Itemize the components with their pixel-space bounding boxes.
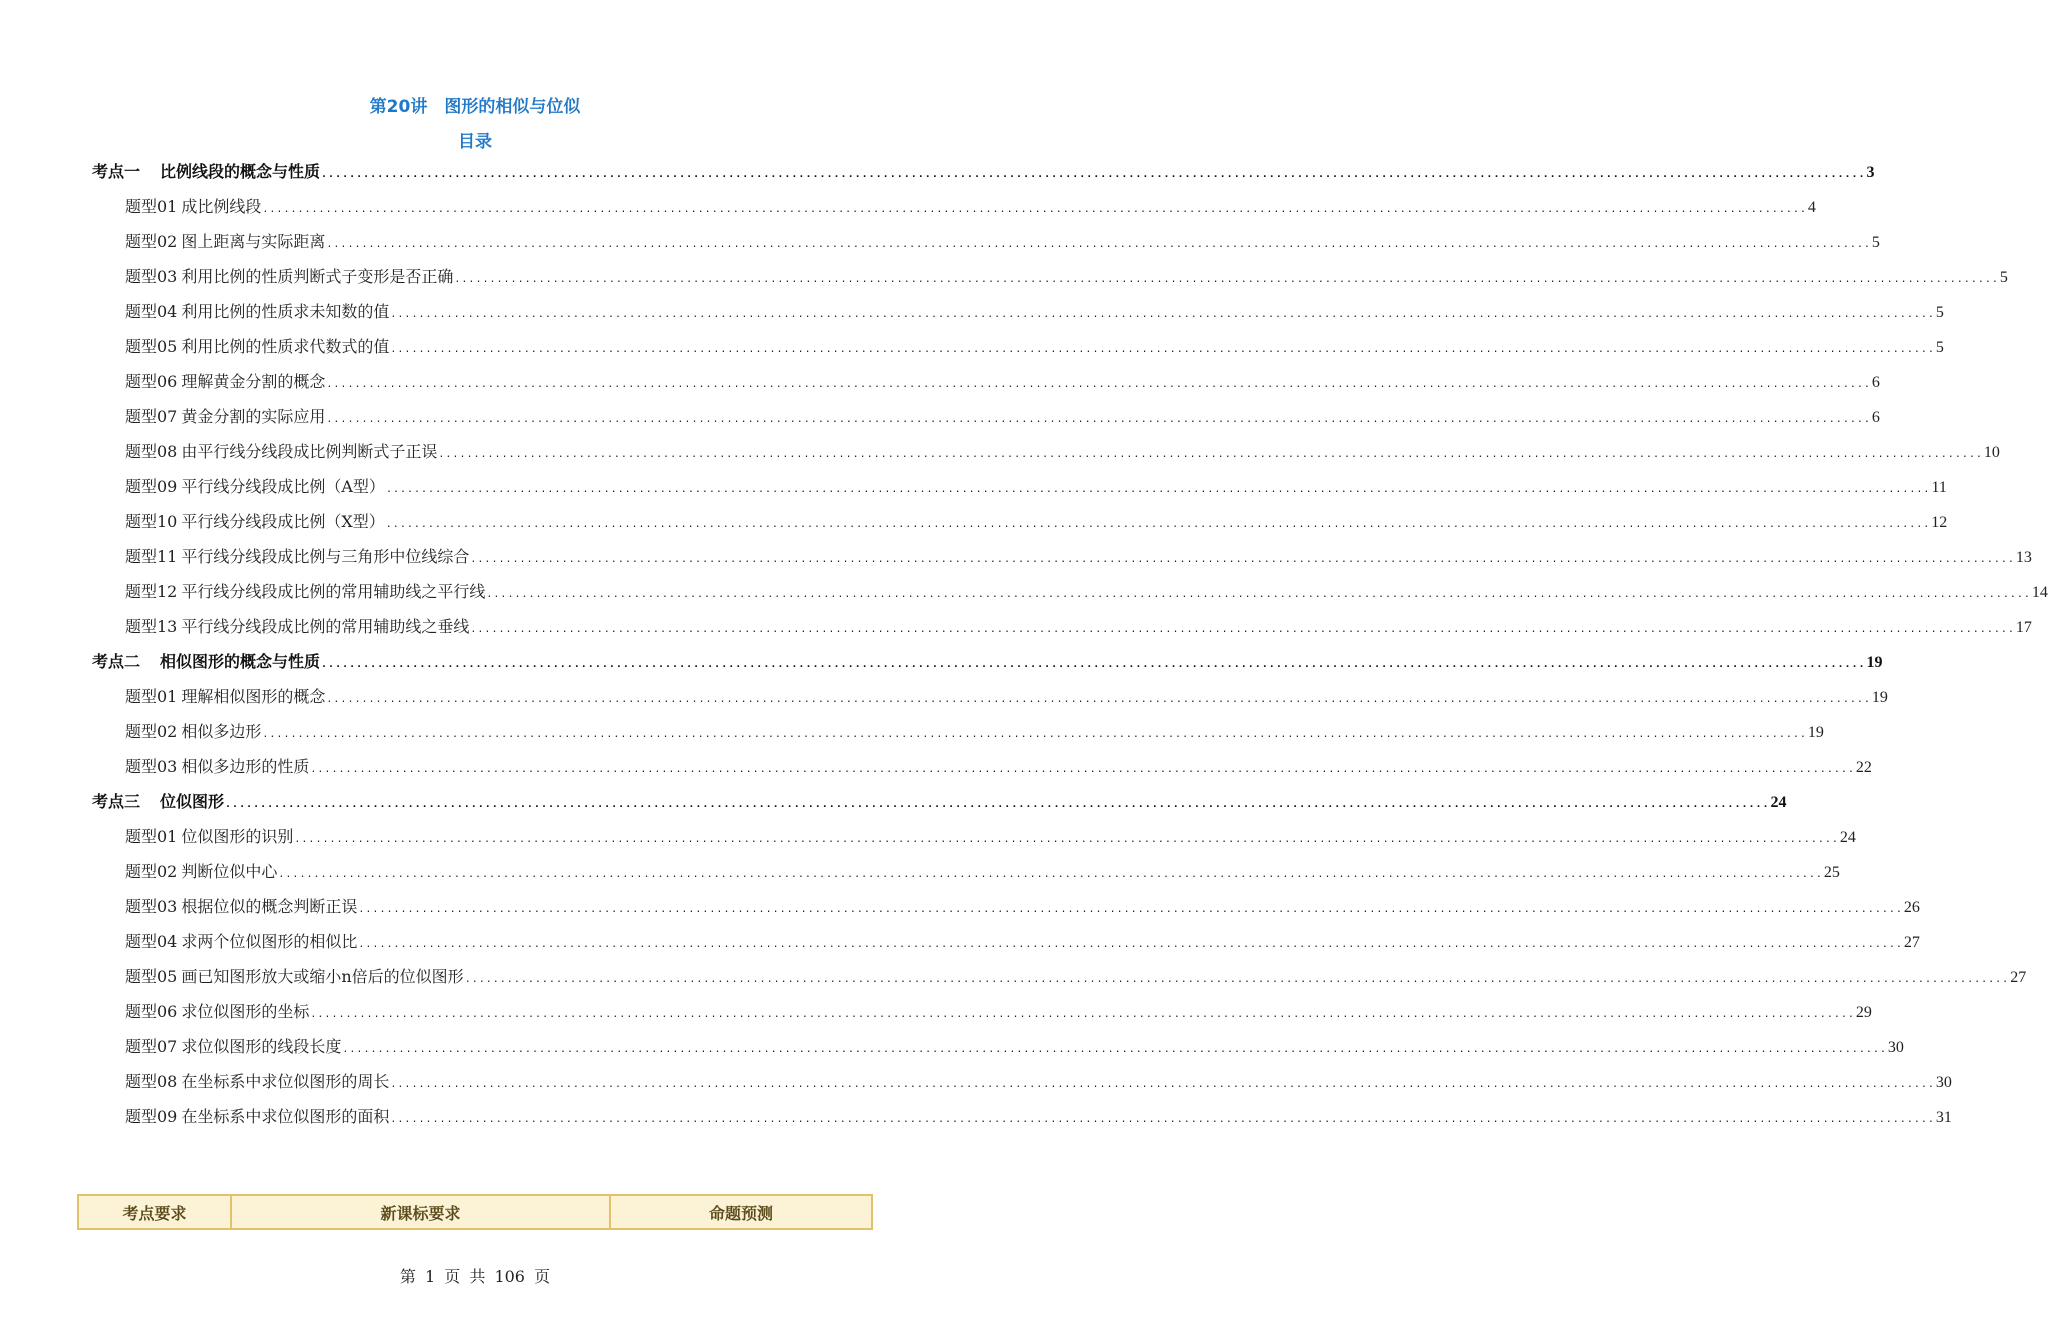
toc-page-number: 6 [1871,374,1880,391]
toc-page-number: 25 [1823,864,1840,881]
toc-entry-number: 考点三 [92,792,141,811]
toc-page-number: 24 [1839,829,1856,846]
toc-leader-dots: ............................................................................................................................................................................................................................ [385,519,1931,530]
toc-entry-label [125,364,325,399]
toc-subentry[interactable] [125,294,1944,329]
toc-entry-label [125,189,261,224]
toc-entry-label [125,399,325,434]
toc-leader-dots: ............................................................................................................................................................................................................................ [385,484,1931,495]
toc-entry-title: 利用比例的性质求代数式的值 [181,337,390,356]
toc-leader-dots: ............................................................................................................................................................................................................................ [326,379,1871,390]
toc-entry-number: 题型10 [125,512,178,531]
toc-page-number: 19 [1866,654,1883,671]
toc-page-number: 30 [1935,1074,1952,1091]
toc-leader-dots: ............................................................................................................................................................................................................................ [390,309,1935,320]
toc-entry-label [125,504,385,539]
toc-entry-number: 题型03 [125,757,178,776]
toc-subentry[interactable] [125,469,1947,504]
toc-leader-dots: ............................................................................................................................................................................................................................ [326,694,1871,705]
toc-entry-title: 求两个位似图形的相似比 [181,932,358,951]
toc-entry-label [125,259,453,294]
toc-entry-title: 位似图形的识别 [181,827,294,846]
toc-subentry[interactable] [125,924,1920,959]
toc-leader-dots: ............................................................................................................................................................................................................................ [294,834,1839,845]
toc-section-entry[interactable] [92,154,1875,189]
toc-page-number: 4 [1807,199,1816,216]
toc-entry-label [125,679,325,714]
toc-subentry[interactable] [125,224,1880,259]
toc-leader-dots: ............................................................................................................................................................................................................................ [390,1079,1935,1090]
toc-entry-number: 题型11 [125,547,178,566]
toc-subentry[interactable] [125,854,1840,889]
toc-subentry[interactable] [125,819,1856,854]
toc-page-number: 12 [1931,514,1948,531]
toc-page-number: 24 [1770,794,1787,811]
toc-entry-label [125,924,357,959]
toc-page-number: 5 [1871,234,1880,251]
toc-entry-title: 黄金分割的实际应用 [181,407,326,426]
toc-entry-label [125,959,464,994]
toc-entry-number: 题型02 [125,862,178,881]
toc-entry-label [125,749,309,784]
toc-leader-dots: ............................................................................................................................................................................................................................ [326,414,1871,425]
toc-subentry[interactable] [125,889,1920,924]
toc-entry-number: 题型07 [125,1037,178,1056]
header-cell-kaodian: 考点要求 [79,1196,232,1228]
toc-entry-number: 题型09 [125,1107,178,1126]
toc-section-entry[interactable] [92,644,1883,679]
toc-entry-number: 题型09 [125,477,178,496]
toc-entry-label [125,224,325,259]
toc-entry-label [125,1099,389,1134]
toc-leader-dots: ............................................................................................................................................................................................................................ [342,1044,1887,1055]
toc-entry-number: 题型03 [125,897,178,916]
toc-entry-label [125,889,357,924]
toc-leader-dots: ............................................................................................................................................................................................................................ [470,624,2015,635]
page-footer: 第 1 页 共 106 页 [399,1267,551,1286]
toc-page-number: 26 [1903,899,1920,916]
toc-entry-title: 成比例线段 [181,197,262,216]
toc-entry-title: 平行线分线段成比例（A型） [181,477,385,496]
toc-entry-title: 求位似图形的线段长度 [181,1037,342,1056]
toc-entry-title: 利用比例的性质判断式子变形是否正确 [181,267,454,286]
toc-page-number: 19 [1807,724,1824,741]
toc-page-number: 22 [1855,759,1872,776]
toc-entry-label [125,609,469,644]
toc-entry-label [125,329,389,364]
lecture-title: 第20讲 图形的相似与位似 [369,97,581,117]
toc-leader-dots: ............................................................................................................................................................................................................................ [262,729,1807,740]
toc-entry-label [125,1029,341,1064]
header-cell-xinkebiao: 新课标要求 [232,1196,611,1228]
toc-page-number: 19 [1871,689,1888,706]
toc-entry-label [92,784,224,819]
toc-leader-dots: ............................................................................................................................................................................................................................ [310,1009,1855,1020]
toc-page-number: 29 [1855,1004,1872,1021]
toc-leader-dots: ............................................................................................................................................................................................................................ [390,1114,1935,1125]
toc-subentry[interactable] [125,1099,1952,1134]
toc-subentry[interactable] [125,504,1948,539]
toc-leader-dots: ............................................................................................................................................................................................................................ [278,869,1823,880]
toc-leader-dots: ............................................................................................................................................................................................................................ [321,169,1866,180]
toc-section-entry[interactable] [92,784,1787,819]
toc-entry-title: 相似多边形 [181,722,262,741]
toc-subentry[interactable] [125,679,1888,714]
toc-entry-title: 求位似图形的坐标 [181,1002,310,1021]
toc-entry-title: 判断位似中心 [181,862,278,881]
toc-page-number: 14 [2031,584,2048,601]
toc-leader-dots: ............................................................................................................................................................................................................................ [464,974,2010,985]
toc-entry-title: 相似多边形的性质 [181,757,310,776]
toc-page-number: 17 [2015,619,2032,636]
toc-leader-dots: ............................................................................................................................................................................................................................ [321,659,1866,670]
toc-leader-dots: ............................................................................................................................................................................................................................ [358,904,1903,915]
toc-subentry[interactable] [125,1064,1952,1099]
toc-subentry[interactable] [125,609,2032,644]
toc-entry-label [125,539,469,574]
toc-entry-number: 题型08 [125,1072,178,1091]
toc-page-number: 30 [1887,1039,1904,1056]
toc-entry-label [92,154,320,189]
toc-page-number: 5 [1935,304,1944,321]
toc-entry-number: 题型05 [125,967,178,986]
toc-entry-label [92,644,320,679]
toc-page-number: 11 [1931,479,1947,496]
toc-entry-label [125,574,485,609]
toc-entry-number: 题型06 [125,1002,178,1021]
toc-entry-title: 在坐标系中求位似图形的周长 [181,1072,390,1091]
toc-leader-dots: ............................................................................................................................................................................................................................ [454,274,1999,285]
toc-entry-title: 相似图形的概念与性质 [160,652,321,671]
toc-entry-number: 题型12 [125,582,178,601]
toc-entry-title: 理解相似图形的概念 [181,687,326,706]
toc-leader-dots: ............................................................................................................................................................................................................................ [390,344,1935,355]
toc-leader-dots: ............................................................................................................................................................................................................................ [225,799,1770,810]
toc-entry-label [125,1064,389,1099]
toc-leader-dots: ............................................................................................................................................................................................................................ [310,764,1855,775]
toc-leader-dots: ............................................................................................................................................................................................................................ [438,449,1983,460]
toc-page-number: 6 [1871,409,1880,426]
toc-page-number: 10 [1983,444,2000,461]
toc-entry-number: 考点一 [92,162,141,181]
toc-entry-number: 题型01 [125,687,178,706]
toc-entry-number: 题型08 [125,442,178,461]
toc-entry-label [125,994,309,1029]
toc-entry-number: 题型04 [125,302,178,321]
toc-entry-label [125,294,389,329]
toc-entry-title: 理解黄金分割的概念 [181,372,326,391]
toc-entry-title: 根据位似的概念判断正误 [181,897,358,916]
toc-entry-number: 题型02 [125,232,178,251]
toc-page-number: 27 [1903,934,1920,951]
toc-subentry[interactable] [125,189,1816,224]
toc-entry-label [125,469,385,504]
toc-page-number: 5 [1935,339,1944,356]
toc-entry-title: 比例线段的概念与性质 [160,162,321,181]
toc-entry-number: 考点二 [92,652,141,671]
toc-subentry[interactable] [125,329,1944,364]
toc-entry-label [125,854,277,889]
toc-entry-title: 平行线分线段成比例的常用辅助线之平行线 [181,582,486,601]
toc-subentry[interactable] [125,364,1880,399]
toc-entry-title: 利用比例的性质求未知数的值 [181,302,390,321]
toc-entry-label [125,714,261,749]
toc-entry-number: 题型13 [125,617,178,636]
toc-leader-dots: ............................................................................................................................................................................................................................ [470,554,2015,565]
toc-entry-number: 题型07 [125,407,178,426]
toc-page-number: 5 [1999,269,2008,286]
toc-entry-number: 题型02 [125,722,178,741]
toc-subentry[interactable] [125,994,1872,1029]
toc-entry-title: 在坐标系中求位似图形的面积 [181,1107,390,1126]
toc-subentry[interactable] [125,714,1824,749]
toc-entry-number: 题型01 [125,827,178,846]
toc-entry-number: 题型03 [125,267,178,286]
toc-subentry[interactable] [125,749,1872,784]
toc-entry-title: 图上距离与实际距离 [181,232,326,251]
toc-subentry[interactable] [125,399,1880,434]
toc-entry-title: 画已知图形放大或缩小n倍后的位似图形 [181,967,464,986]
requirements-table-header [77,1194,873,1230]
toc-leader-dots: ............................................................................................................................................................................................................................ [358,939,1903,950]
toc-leader-dots: ............................................................................................................................................................................................................................ [262,204,1807,215]
toc-entry-title: 平行线分线段成比例的常用辅助线之垂线 [181,617,470,636]
toc-page-number: 3 [1866,164,1875,181]
toc-page-number: 27 [2010,969,2027,986]
toc-entry-number: 题型06 [125,372,178,391]
toc-heading: 目录 [458,132,492,152]
toc-entry-label [125,819,293,854]
toc-subentry[interactable] [125,539,2032,574]
toc-leader-dots: ............................................................................................................................................................................................................................ [326,239,1871,250]
toc-entry-number: 题型04 [125,932,178,951]
toc-subentry[interactable] [125,959,2027,994]
toc-entry-title: 平行线分线段成比例与三角形中位线综合 [181,547,470,566]
toc-entry-title: 由平行线分线段成比例判断式子正误 [181,442,438,461]
toc-subentry[interactable] [125,259,2008,294]
toc-page-number: 13 [2015,549,2032,566]
toc-subentry[interactable] [125,574,2048,609]
toc-entry-title: 位似图形 [160,792,225,811]
toc-page-number: 31 [1935,1109,1952,1126]
toc-entry-title: 平行线分线段成比例（X型） [181,512,385,531]
toc-entry-number: 题型01 [125,197,178,216]
toc-entry-label [125,434,437,469]
toc-subentry[interactable] [125,1029,1904,1064]
header-cell-mingti: 命题预测 [708,1203,773,1223]
toc-subentry[interactable] [125,434,2000,469]
toc-leader-dots: ............................................................................................................................................................................................................................ [486,589,2031,600]
toc-entry-number: 题型05 [125,337,178,356]
